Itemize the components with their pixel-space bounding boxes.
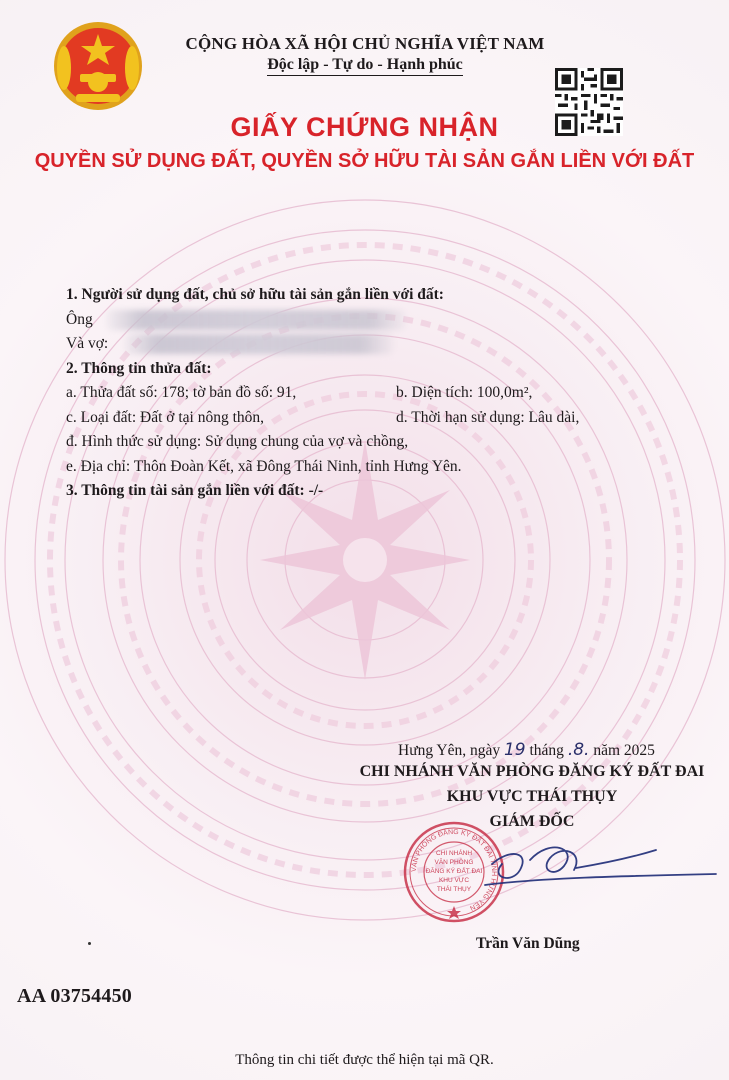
issuance-day: 19 xyxy=(503,740,526,760)
svg-text:VĂN PHÒNG: VĂN PHÒNG xyxy=(434,859,474,866)
owner-row xyxy=(66,308,666,333)
mark-dot xyxy=(88,942,91,945)
usage-term: d. Thời hạn sử dụng: Lâu dài, xyxy=(396,408,580,426)
svg-text:ĐĂNG KÝ ĐẤT ĐAI: ĐĂNG KÝ ĐẤT ĐAI xyxy=(425,868,483,875)
section2-heading: 2. Thông tin thửa đất: xyxy=(66,359,212,377)
parcel-number: a. Thửa đất số: 178; tờ bản đồ số: 91, xyxy=(66,384,297,401)
parcel-area: b. Diện tích: 100,0m², xyxy=(396,384,533,401)
issuance-month: .8. xyxy=(567,740,590,760)
issuing-office-line1: CHI NHÁNH VĂN PHÒNG ĐĂNG KÝ ĐẤT ĐAI xyxy=(359,763,705,780)
parcel-row-2 xyxy=(66,406,666,431)
country-name: CỘNG HÒA XÃ HỘI CHỦ NGHĨA VIỆT NAM xyxy=(185,34,545,53)
parcel-address: e. Địa chỉ: Thôn Đoàn Kết, xã Đông Thái Ninh, tỉnh Hưng Yên. xyxy=(66,457,462,475)
redacted-spouse-name xyxy=(124,334,394,354)
owner-prefix: Ông xyxy=(66,310,93,328)
serial-number: AA 03754450 xyxy=(17,985,132,1007)
svg-text:KHU VỰC: KHU VỰC xyxy=(438,877,470,884)
land-type: c. Loại đất: Đất ở tại nông thôn, xyxy=(66,408,265,426)
signature-icon xyxy=(480,830,720,910)
svg-text:THÁI THỤY: THÁI THỤY xyxy=(436,886,472,893)
redacted-owner-name xyxy=(106,310,406,330)
certificate-title: GIẤY CHỨNG NHẬN xyxy=(230,112,499,142)
national-header xyxy=(150,34,580,76)
national-emblem-icon xyxy=(50,20,146,112)
svg-text:CHI NHÁNH: CHI NHÁNH xyxy=(435,850,473,857)
month-word: tháng xyxy=(529,742,564,759)
certificate-body xyxy=(66,283,666,504)
qr-footer-note: Thông tin chi tiết được thể hiện tại mã QR. xyxy=(235,1052,494,1068)
issuance-date xyxy=(398,740,655,760)
signer-position: GIÁM ĐỐC xyxy=(489,813,575,830)
signer-name: Trần Văn Dũng xyxy=(476,935,580,952)
issuing-office-line2: KHU VỰC THÁI THỤY xyxy=(446,788,618,805)
section1-heading: 1. Người sử dụng đất, chủ sở hữu tài sản gắn liền với đất: xyxy=(66,286,444,303)
certificate-subtitle: QUYỀN SỬ DỤNG ĐẤT, QUYỀN SỞ HỮU TÀI SẢN GẮN LIỀN VỚI ĐẤT xyxy=(34,150,695,172)
spouse-prefix: Và vợ: xyxy=(66,335,109,352)
issuance-place: Hưng Yên, ngày xyxy=(398,742,501,759)
issuance-year: năm 2025 xyxy=(593,742,655,759)
spouse-row xyxy=(66,332,666,357)
svg-text:VĂN PHÒNG ĐĂNG KÝ ĐẤT ĐAI TỈNH: VĂN PHÒNG ĐĂNG KÝ ĐẤT ĐAI TỈNH HƯNG YÊN xyxy=(410,828,498,912)
usage-form: đ. Hình thức sử dụng: Sử dụng chung của vợ và chồng, xyxy=(66,433,409,450)
parcel-row-1 xyxy=(66,381,666,406)
national-motto: Độc lập - Tự do - Hạnh phúc xyxy=(267,56,463,76)
section3-heading: 3. Thông tin tài sản gắn liền với đất: -/- xyxy=(66,482,324,499)
